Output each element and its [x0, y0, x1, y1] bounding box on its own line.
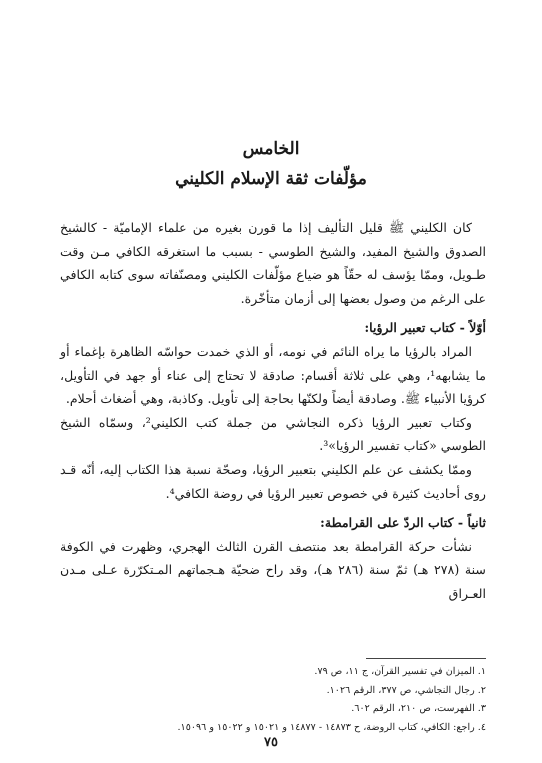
section-one-paragraph-3: وممّا يكشف عن علم الكليني بتعبير الرؤيا، وصحّة نسبة هذا الكتاب إليه، أنّه قـد روى أحاديث كثيرة في خصوص تعبير الرؤيا في روضة الكافي⁴. [60, 461, 486, 501]
section-one-paragraph-1: المراد بالرؤيا ما يراه النائم في نومه، أو الذي خمدت حواسّه الظاهرة بإغماء أو ما يشابهه¹، وهي على ثلاثة أقسام: صادقة لا تحتاج إلى عناء أو جهد في التأويل، كرؤيا الأنبياء ﷺ. وصادقة أيضاً ولكنّها بحاجة إلى تأويل. وكاذبة، وهي أضغاث أحلام. [60, 343, 486, 407]
body-text [60, 216, 486, 606]
chapter-title: الخامس [242, 139, 300, 159]
footnote-divider [366, 658, 486, 659]
section-one-heading: أوّلاً - كتاب تعبير الرؤيا: [364, 320, 486, 336]
footnotes [60, 663, 486, 737]
footnote-item: ١. الميزان في تفسير القرآن، ج ١١، ص ٧٩. [314, 666, 486, 677]
footnote-item: ٤. راجع: الكافي، كتاب الروضة، ح ١٤٨٧٣ - ١٤٨٧٧ و ١٥٠٢١ و ١٥٠٢٢ و ١٥٠٩٦. [177, 721, 486, 733]
section-two-heading: ثانياً - كتاب الردّ على القرامطة: [320, 515, 486, 531]
footnote-item: ٣. الفهرست، ص ٢١٠، الرقم ٦٠٢. [351, 703, 486, 715]
section-title: مؤلّفات ثقة الإسلام الكليني [175, 169, 367, 189]
section-one-paragraph-2: وكتاب تعبير الرؤيا ذكره النجاشي من جملة كتب الكليني²، وسمّاه الشيخ الطوسي «كتاب تفسير الرؤيا»³. [60, 414, 486, 454]
footnote-item: ٢. رجال النجاشي، ص ٣٧٧، الرقم ١٠٢٦. [326, 684, 486, 696]
intro-paragraph: كان الكليني ﷺ قليل التأليف إذا ما قورن بغيره من علماء الإماميّة - كالشيخ الصدوق والشيخ المفيد، والشيخ الطوسي - بسبب ما استغرقه الكافي مـن وقت طـويل، وممّا يؤسف له حقّاً هو ضياع مؤلّفات الكليني ومصنّفاته سوى كتابه الكافي على الرغم من وصول بعضها إلى أزمان متأخّرة. [60, 220, 486, 306]
section-two-paragraph: نشأت حركة القرامطة بعد منتصف القرن الثالث الهجري، وظهرت في الكوفة سنة (٢٧٨ هـ) ثمّ سنة (٢٨٦ هـ)، وقد راح ضحيّة هـجماتهم المـتكرّرة عـلى مـدن العـراق [60, 538, 486, 601]
page-number: ٧٥ [264, 735, 278, 750]
